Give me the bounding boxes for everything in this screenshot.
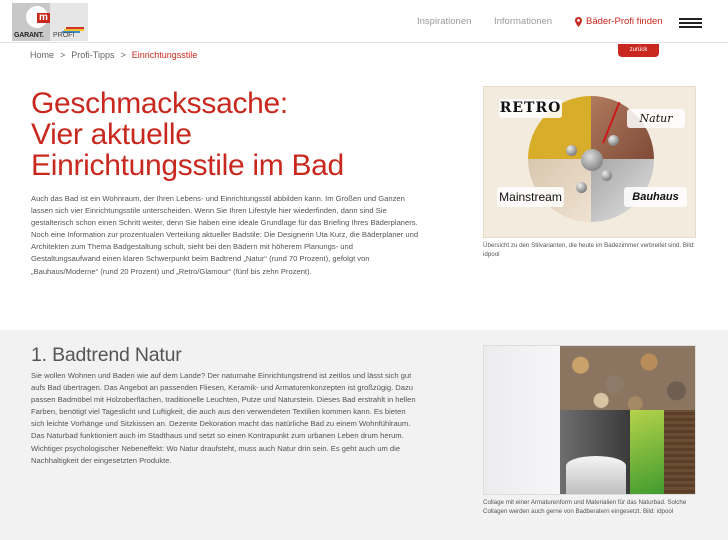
breadcrumb-profi-tipps[interactable]: Profi-Tipps [71,50,115,60]
garant-profi-logo[interactable] [12,3,88,41]
label-mainstream: Mainstream [497,187,564,207]
site-header [0,0,728,43]
logo-sub-text: PROFI [53,32,75,39]
washbasin-icon [566,456,626,495]
figure-caption: Übersicht zu den Stilvarianten, die heute im Badezimmer verbreitet sind. Bild: idpool [483,242,695,258]
logo-brand-text: GARANT. [14,32,44,39]
nav-find-label: Bäder-Profi finden [586,16,663,27]
breadcrumb-separator: > [60,50,66,60]
logo-profi-block [50,3,88,41]
back-button[interactable]: zurück [618,44,659,57]
page-title [31,88,451,181]
title-line: Einrichtungsstile im Bad [31,149,344,182]
knob-icon [608,135,619,146]
logo-garant-block [12,3,50,41]
figure-caption: Collage mit einer Armaturenform und Materialien für das Naturbad. Solche Collagen werden auch gerne von Badberatern eingesetzt. Bild: idpool [483,499,687,515]
title-line: Vier aktuelle [31,118,192,151]
intro-paragraph: Auch das Bad ist ein Wohnraum, der Ihren Lebens- und Einrichtungsstil abbilden kann. Im Großen und Ganzen lassen sich vier Einrichtungsstile unterscheiden. Wenn Sie Ihren Lifestyle hier wiederfinden, dann sind Sie gestalterisch schon einen Schritt weiter, denn Sie haben eine ideale Grundlage für das Briefing Ihres Bäderplaners. Noch eine Information zur prozentualen Verteilung aktueller Badstile: Die Designerin Uta Kurz, die Bäderplaner und Architekten zum Thema Badgestaltung schult, sieht bei den Bädern mit höherem Planungs- und Gestaltungsaufwand einen klaren Schwerpunkt beim Badtrend „Natur“ (rund 70 Prozent), gefolgt von „Bauhaus/Moderne“ (rund 20 Prozent) und „Retro/Glamour“ (fünf bis zehn Prozent). [31,194,419,276]
faucet-handle-icon [581,149,603,171]
label-retro: RETRO [499,100,562,116]
label-natur: Natur [627,109,685,128]
label-bauhaus: Bauhaus [624,187,687,207]
knob-icon [566,145,577,156]
nav-inspirationen[interactable]: Inspirationen [417,16,472,27]
breadcrumb [30,50,197,60]
hamburger-menu-icon[interactable] [679,18,702,28]
style-wheel-image[interactable] [483,86,696,238]
logo-m-mark: m [37,13,50,23]
knob-icon [601,170,612,181]
breadcrumb-separator: > [120,50,126,60]
knob-icon [576,182,587,193]
collage-green-leaf [630,410,664,495]
breadcrumb-current: Einrichtungsstile [131,50,198,60]
nav-informationen[interactable]: Informationen [494,16,553,27]
collage-pebbles [560,346,696,410]
title-line: Geschmackssache: [31,87,288,120]
natur-collage-image[interactable] [483,345,696,495]
section-paragraph: Sie wollen Wohnen und Baden wie auf dem Lande? Der naturnahe Einrichtungstrend ist zeitlos und lässt sich gut aufs Bad übertragen. Das Angebot an passenden Fliesen, Keramik- und Armaturenkonzepten ist großzügig. Dazu passen Badmöbel mit Holzoberflächen, traditionelle Leuchten, Putze und Naturstein. Dieses Bad erstrahlt in hellen Farben, benötigt viel Tageslicht und Luftigkeit, die auch aus den verwendeten Textilien kommen kann. Es bieten sich leichte Vorhänge und Sitzkissen an. Dezente Dekoration macht das natürliche Bad zu einem Wohnfühlraum. Das Naturbad funktioniert auch im Stadthaus und setzt so einen Kontrapunkt zum urbanen Leben drum herum. Wichtiger psychologischer Nebeneffekt: Wo Natur draufsteht, muss auch Natur drin sein. Es geht auch um die Nachhaltigkeit der eingesetzten Produkte. [31,371,416,465]
breadcrumb-home[interactable]: Home [30,50,55,60]
nav-baeder-profi-finden[interactable] [575,16,663,27]
section-heading: 1. Badtrend Natur [31,344,182,366]
map-pin-icon [575,17,582,27]
collage-white-panel [484,346,560,495]
collage-wood [664,410,696,495]
